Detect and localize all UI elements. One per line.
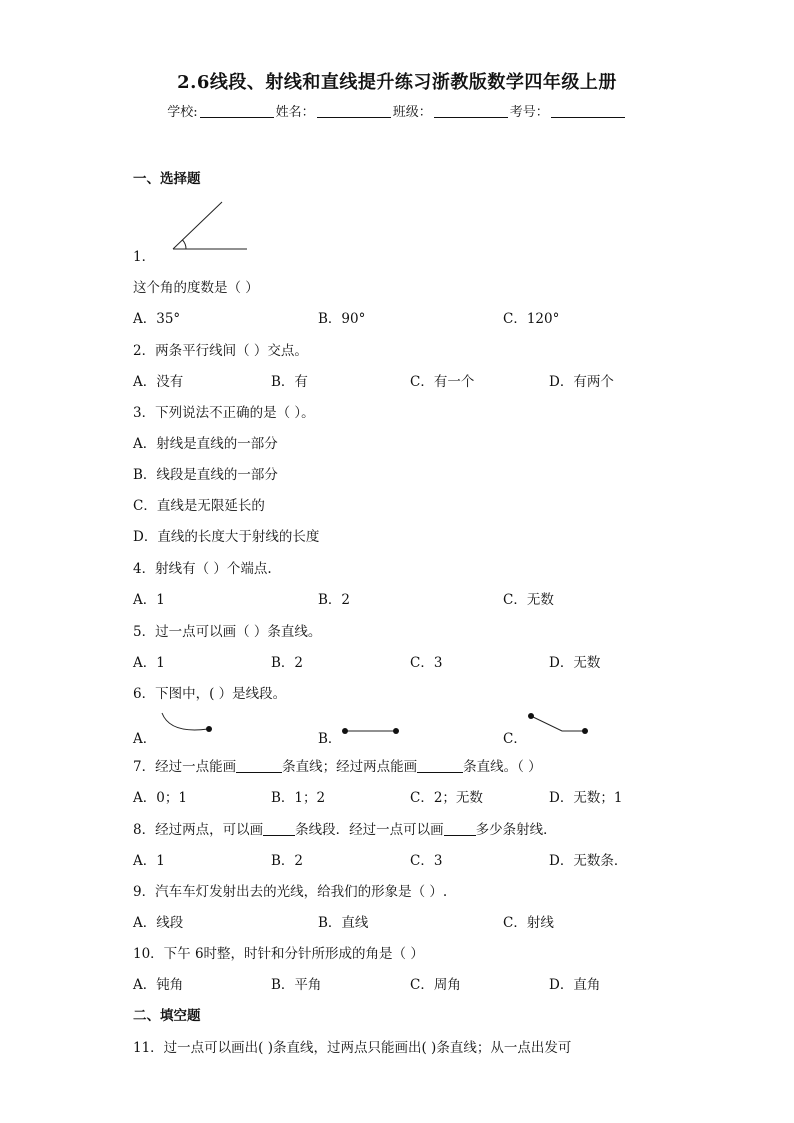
q1-number: 1． xyxy=(133,249,156,265)
q10-option-b[interactable]: B．平角 xyxy=(271,977,322,993)
q6b-endpoint-left xyxy=(342,728,348,734)
number-label: 考号： xyxy=(509,105,549,120)
q5-option-a[interactable]: A．1 xyxy=(133,655,165,671)
q5-option-b[interactable]: B．2 xyxy=(271,655,304,671)
page-title: 2.6线段、射线和直线提升练习浙教版数学四年级上册 xyxy=(177,72,617,93)
name-label: 姓名： xyxy=(275,105,315,120)
q10-option-d[interactable]: D．直角 xyxy=(549,977,601,993)
q1-option-a[interactable]: A．35° xyxy=(133,311,181,327)
class-label: 班级： xyxy=(392,105,432,120)
q7-option-a[interactable]: A．0；1 xyxy=(133,790,187,806)
q7-stem-part3: 条直线。（ ） xyxy=(463,759,542,775)
q6-option-b[interactable]: B． xyxy=(318,731,342,747)
q7-option-d[interactable]: D．无数；1 xyxy=(549,790,623,806)
section-heading-choice: 一、选择题 xyxy=(133,171,201,187)
q6c-endpoint-left xyxy=(528,713,534,719)
q8-stem xyxy=(133,818,557,838)
q7-blank-1[interactable] xyxy=(236,760,282,773)
q3-option-b[interactable]: B．线段是直线的一部分 xyxy=(133,467,278,483)
q2-stem: 2．两条平行线间（ ）交点。 xyxy=(133,343,308,359)
q8-stem-part3: 多少条射线． xyxy=(475,822,557,838)
q8-option-a[interactable]: A．1 xyxy=(133,853,165,869)
q8-option-c[interactable]: C．3 xyxy=(410,853,443,869)
q2-option-d[interactable]: D．有两个 xyxy=(549,374,614,390)
q6a-endpoint xyxy=(206,726,212,732)
q2-option-b[interactable]: B．有 xyxy=(271,374,308,390)
q8-option-d[interactable]: D．无数条． xyxy=(549,853,628,869)
q1-option-b[interactable]: B．90° xyxy=(318,311,366,327)
q5-stem: 5．过一点可以画（ ）条直线。 xyxy=(133,624,322,640)
q3-option-d[interactable]: D．直线的长度大于射线的长度 xyxy=(133,529,320,545)
q6c-endpoint-right xyxy=(582,728,588,734)
section-heading-fill-in: 二、填空题 xyxy=(133,1008,201,1024)
q6-option-c[interactable]: C． xyxy=(503,731,527,747)
q11-stem: 11．过一点可以画出( )条直线，过两点只能画出( )条直线；从一点出发可 xyxy=(133,1040,572,1056)
q7-stem-part1: 7．经过一点能画 xyxy=(133,759,237,775)
q7-stem-part2: 条直线；经过两点能画 xyxy=(282,759,418,775)
q4-stem: 4．射线有（ ）个端点. xyxy=(133,561,272,577)
q6a-curve xyxy=(162,713,208,730)
q8-blank-2[interactable] xyxy=(444,823,476,836)
q10-option-a[interactable]: A．钝角 xyxy=(133,977,184,993)
q5-option-c[interactable]: C．3 xyxy=(410,655,443,671)
q7-stem xyxy=(133,755,542,775)
q8-blank-1[interactable] xyxy=(263,823,295,836)
q7-option-c[interactable]: C．2；无数 xyxy=(410,790,483,806)
q6c-broken-line xyxy=(531,716,585,731)
q5-option-d[interactable]: D．无数 xyxy=(549,655,601,671)
q2-option-c[interactable]: C．有一个 xyxy=(410,374,475,390)
q10-option-c[interactable]: C．周角 xyxy=(410,977,461,993)
q4-option-a[interactable]: A．1 xyxy=(133,592,165,608)
school-label: 学校: xyxy=(167,105,198,120)
q3-option-c[interactable]: C．直线是无限延长的 xyxy=(133,498,265,514)
q7-blank-2[interactable] xyxy=(417,760,463,773)
q7-option-b[interactable]: B．1；2 xyxy=(271,790,326,806)
q9-option-c[interactable]: C．射线 xyxy=(503,915,554,931)
q9-option-b[interactable]: B．直线 xyxy=(318,915,369,931)
q9-option-a[interactable]: A．线段 xyxy=(133,915,184,931)
q1-stem: 这个角的度数是（ ） xyxy=(133,280,259,296)
q3-option-a[interactable]: A．射线是直线的一部分 xyxy=(133,436,278,452)
q3-stem: 3．下列说法不正确的是（ ）。 xyxy=(133,405,315,421)
q6b-endpoint-right xyxy=(393,728,399,734)
q1-option-c[interactable]: C．120° xyxy=(503,311,560,327)
q4-option-b[interactable]: B．2 xyxy=(318,592,351,608)
q8-option-b[interactable]: B．2 xyxy=(271,853,304,869)
q10-stem: 10．下午 6时整，时针和分针所形成的角是（ ） xyxy=(133,946,424,962)
q6-option-a[interactable]: A． xyxy=(133,731,157,747)
q8-stem-part2: 条线段．经过一点可以画 xyxy=(295,822,444,838)
q4-option-c[interactable]: C．无数 xyxy=(503,592,554,608)
q8-stem-part1: 8．经过两点，可以画 xyxy=(133,822,264,838)
q9-stem: 9．汽车车灯发射出去的光线，给我们的形象是（ ）. xyxy=(133,884,448,900)
q6-stem: 6．下图中，( ）是线段。 xyxy=(133,686,287,702)
q2-option-a[interactable]: A．没有 xyxy=(133,374,184,390)
